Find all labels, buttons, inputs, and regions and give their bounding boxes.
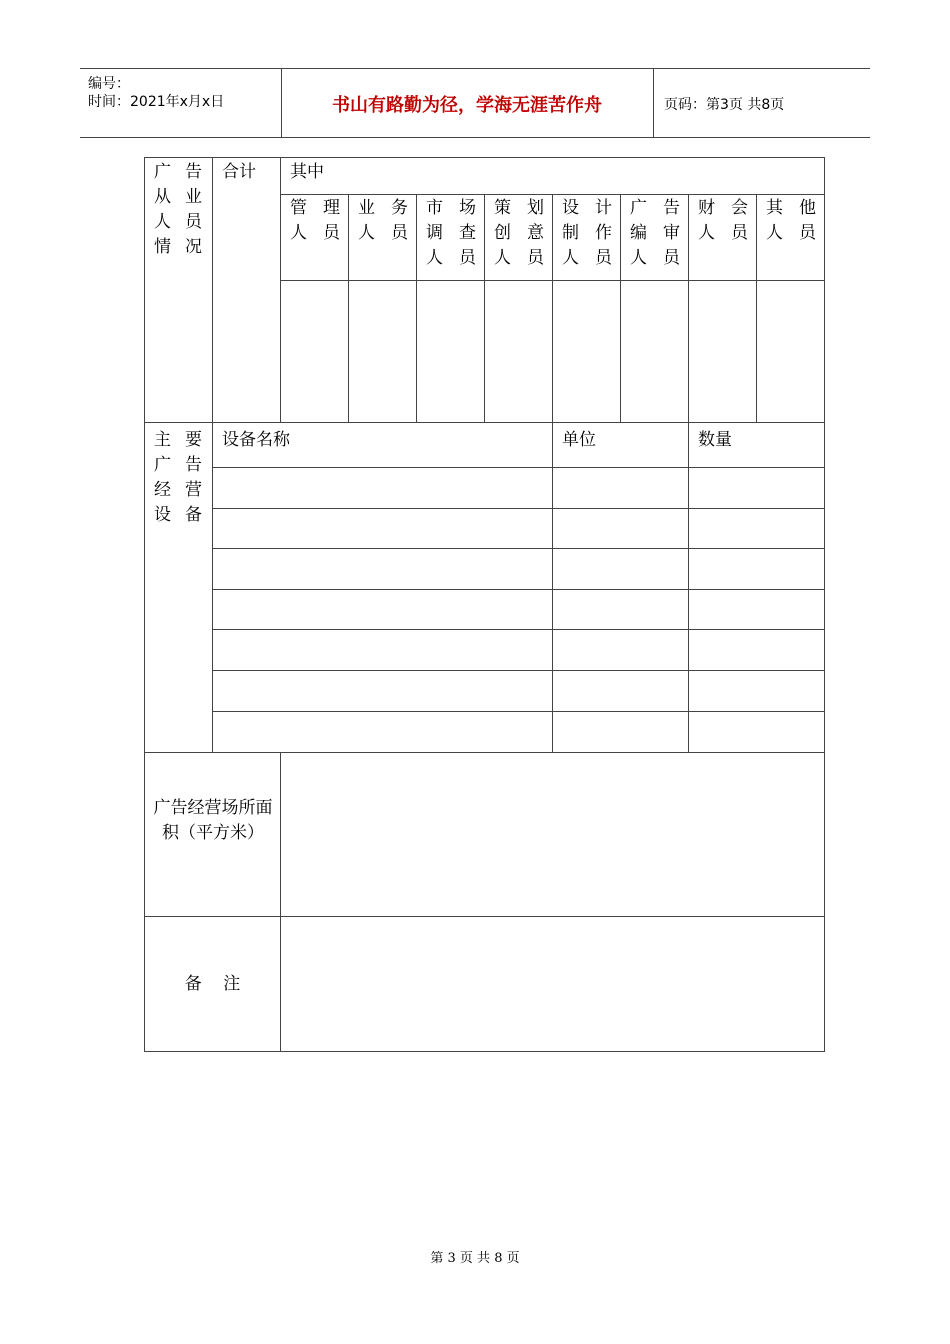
grid-line xyxy=(212,158,213,752)
staff-column-header: 财会 xyxy=(698,198,748,218)
grid-line xyxy=(552,194,553,422)
grid-line xyxy=(280,158,281,422)
staff-column-header: 创意 xyxy=(494,223,544,243)
equipment-qty-header: 数量 xyxy=(698,430,732,450)
staff-column-header: 管理 xyxy=(290,198,340,218)
staff-column-header: 人员 xyxy=(562,248,612,268)
grid-line xyxy=(416,194,417,422)
staff-column-header: 编审 xyxy=(630,223,680,243)
grid-line xyxy=(484,194,485,422)
registration-table xyxy=(144,157,825,1052)
grid-line xyxy=(212,711,824,712)
header-motto: 书山有路勤为径，学海无涯苦作舟 xyxy=(332,95,602,116)
staff-column-header: 人员 xyxy=(698,223,748,243)
grid-line xyxy=(145,752,824,753)
grid-line xyxy=(212,629,824,630)
page-header xyxy=(80,68,870,138)
header-page-info: 页码：第3页 共8页 xyxy=(664,97,785,113)
staff-of-which-header: 其中 xyxy=(290,162,324,182)
grid-line xyxy=(620,194,621,422)
staff-column-header: 调查 xyxy=(426,223,476,243)
staff-column-header: 人员 xyxy=(358,223,408,243)
grid-line xyxy=(688,194,689,422)
grid-line xyxy=(145,916,824,917)
staff-column-header: 策划 xyxy=(494,198,544,218)
staff-column-header: 人员 xyxy=(630,248,680,268)
grid-line xyxy=(552,422,553,752)
equipment-section-label: 主要广告经营设备 xyxy=(154,430,202,525)
grid-line xyxy=(212,548,824,549)
grid-line xyxy=(212,589,824,590)
grid-line xyxy=(212,508,824,509)
staff-column-header: 人员 xyxy=(426,248,476,268)
staff-column-header: 广告 xyxy=(630,198,680,218)
staff-section-label: 广告从业人员情况 xyxy=(154,162,202,257)
staff-column-header: 制作 xyxy=(562,223,612,243)
staff-column-header: 人员 xyxy=(290,223,340,243)
staff-column-header: 市场 xyxy=(426,198,476,218)
staff-column-header: 其他 xyxy=(766,198,816,218)
grid-line xyxy=(756,194,757,422)
staff-column-header: 设计 xyxy=(562,198,612,218)
area-section-label: 广告经营场所面积（平方米） xyxy=(153,798,273,843)
grid-line xyxy=(145,422,824,423)
staff-column-header: 人员 xyxy=(766,223,816,243)
grid-line xyxy=(212,670,824,671)
grid-line xyxy=(348,194,349,422)
staff-column-header: 业务 xyxy=(358,198,408,218)
staff-total-header: 合计 xyxy=(222,162,256,182)
grid-line xyxy=(280,752,281,1052)
grid-line xyxy=(688,422,689,752)
doc-time-label: 时间：2021年x月x日 xyxy=(88,94,225,110)
staff-column-header: 人员 xyxy=(494,248,544,268)
page-footer: 第 3 页 共 8 页 xyxy=(430,1251,520,1266)
doc-number-label: 编号： xyxy=(88,76,130,92)
grid-line xyxy=(212,467,824,468)
header-divider xyxy=(653,69,654,137)
remarks-section-label: 备 注 xyxy=(184,974,241,994)
equipment-name-header: 设备名称 xyxy=(222,430,290,450)
equipment-unit-header: 单位 xyxy=(562,430,596,450)
